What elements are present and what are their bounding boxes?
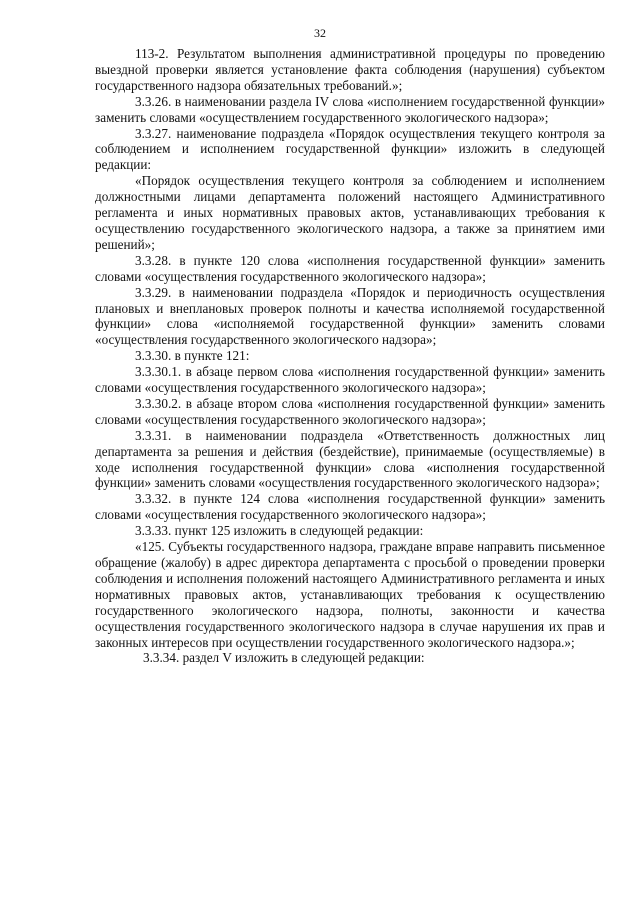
paragraph-3-3-34: 3.3.34. раздел V изложить в следующей редакции:: [143, 650, 425, 666]
quoted-subsection-title: «Порядок осуществления текущего контроля за соблюдением и исполнением должностными лицами департамента положений настоящего Административного регламента и иных нормативных правовых актов, устанавливающих требования к осуществлению государственного экологического надзора, а также за принятием ими решений»;: [95, 173, 605, 252]
paragraph-3-3-26: 3.3.26. в наименовании раздела IV слова «исполнением государственной функции» заменить словами «осуществлением государственного экологического надзора»;: [95, 93, 605, 125]
paragraph-3-3-29: 3.3.29. в наименовании подраздела «Порядок и периодичность осуществления плановых и внеплановых проверок полноты и качества исполняемой государственной функции» слова «исполняемой государственной функции» заменить словами «осуществления государственного экологического надзора»;: [95, 284, 605, 348]
paragraph-3-3-32: 3.3.32. в пункте 124 слова «исполнения государственной функции» заменить словами «осуществления государственного экологического надзора»;: [95, 491, 605, 523]
paragraph-3-3-30-2: 3.3.30.2. в абзаце втором слова «исполнения государственной функции» заменить словами «осуществления государственного экологического надзора»;: [95, 395, 605, 427]
paragraph-3-3-33: 3.3.33. пункт 125 изложить в следующей редакции:: [135, 523, 424, 539]
paragraph-3-3-27: 3.3.27. наименование подраздела «Порядок осуществления текущего контроля за соблюдением и исполнением государственной функции» изложить в следующей редакции:: [95, 125, 605, 173]
paragraph-3-3-30-1: 3.3.30.1. в абзаце первом слова «исполнения государственной функции» заменить словами «осуществления государственного экологического надзора»;: [95, 364, 605, 396]
paragraph-3-3-28: 3.3.28. в пункте 120 слова «исполнения государственной функции» заменить словами «осуществления государственного экологического надзора»;: [95, 252, 605, 284]
page-number: 32: [314, 26, 326, 40]
paragraph-3-3-31: 3.3.31. в наименовании подраздела «Ответственность должностных лиц департамента за решения и действия (бездействие), принимаемые (осуществляемые) в ходе исполнения государственной функции» слова «исполнения государственной функции» заменить словами «осуществления государственного экологического надзора»;: [95, 427, 605, 491]
document-body: [95, 46, 605, 666]
quoted-item-125: «125. Субъекты государственного надзора, граждане вправе направить письменное обращение (жалобу) в адрес директора департамента с просьбой о проведении проверки соблюдения и исполнения положений настоящего Административного регламента и иных нормативных правовых актов, устанавливающих требования к осуществлению государственного экологического надзора, полноты, законности и качества осуществления государственного экологического надзора в случае нарушения их прав и законных интересов при осуществлении государственного экологического надзора.»;: [95, 539, 605, 650]
paragraph-3-3-30: 3.3.30. в пункте 121:: [135, 348, 250, 364]
paragraph-113-2: 113-2. Результатом выполнения административной процедуры по проведению выездной проверки является установление факта соблюдения (нарушения) субъектом государственного надзора обязательных требований.»;: [95, 46, 605, 93]
